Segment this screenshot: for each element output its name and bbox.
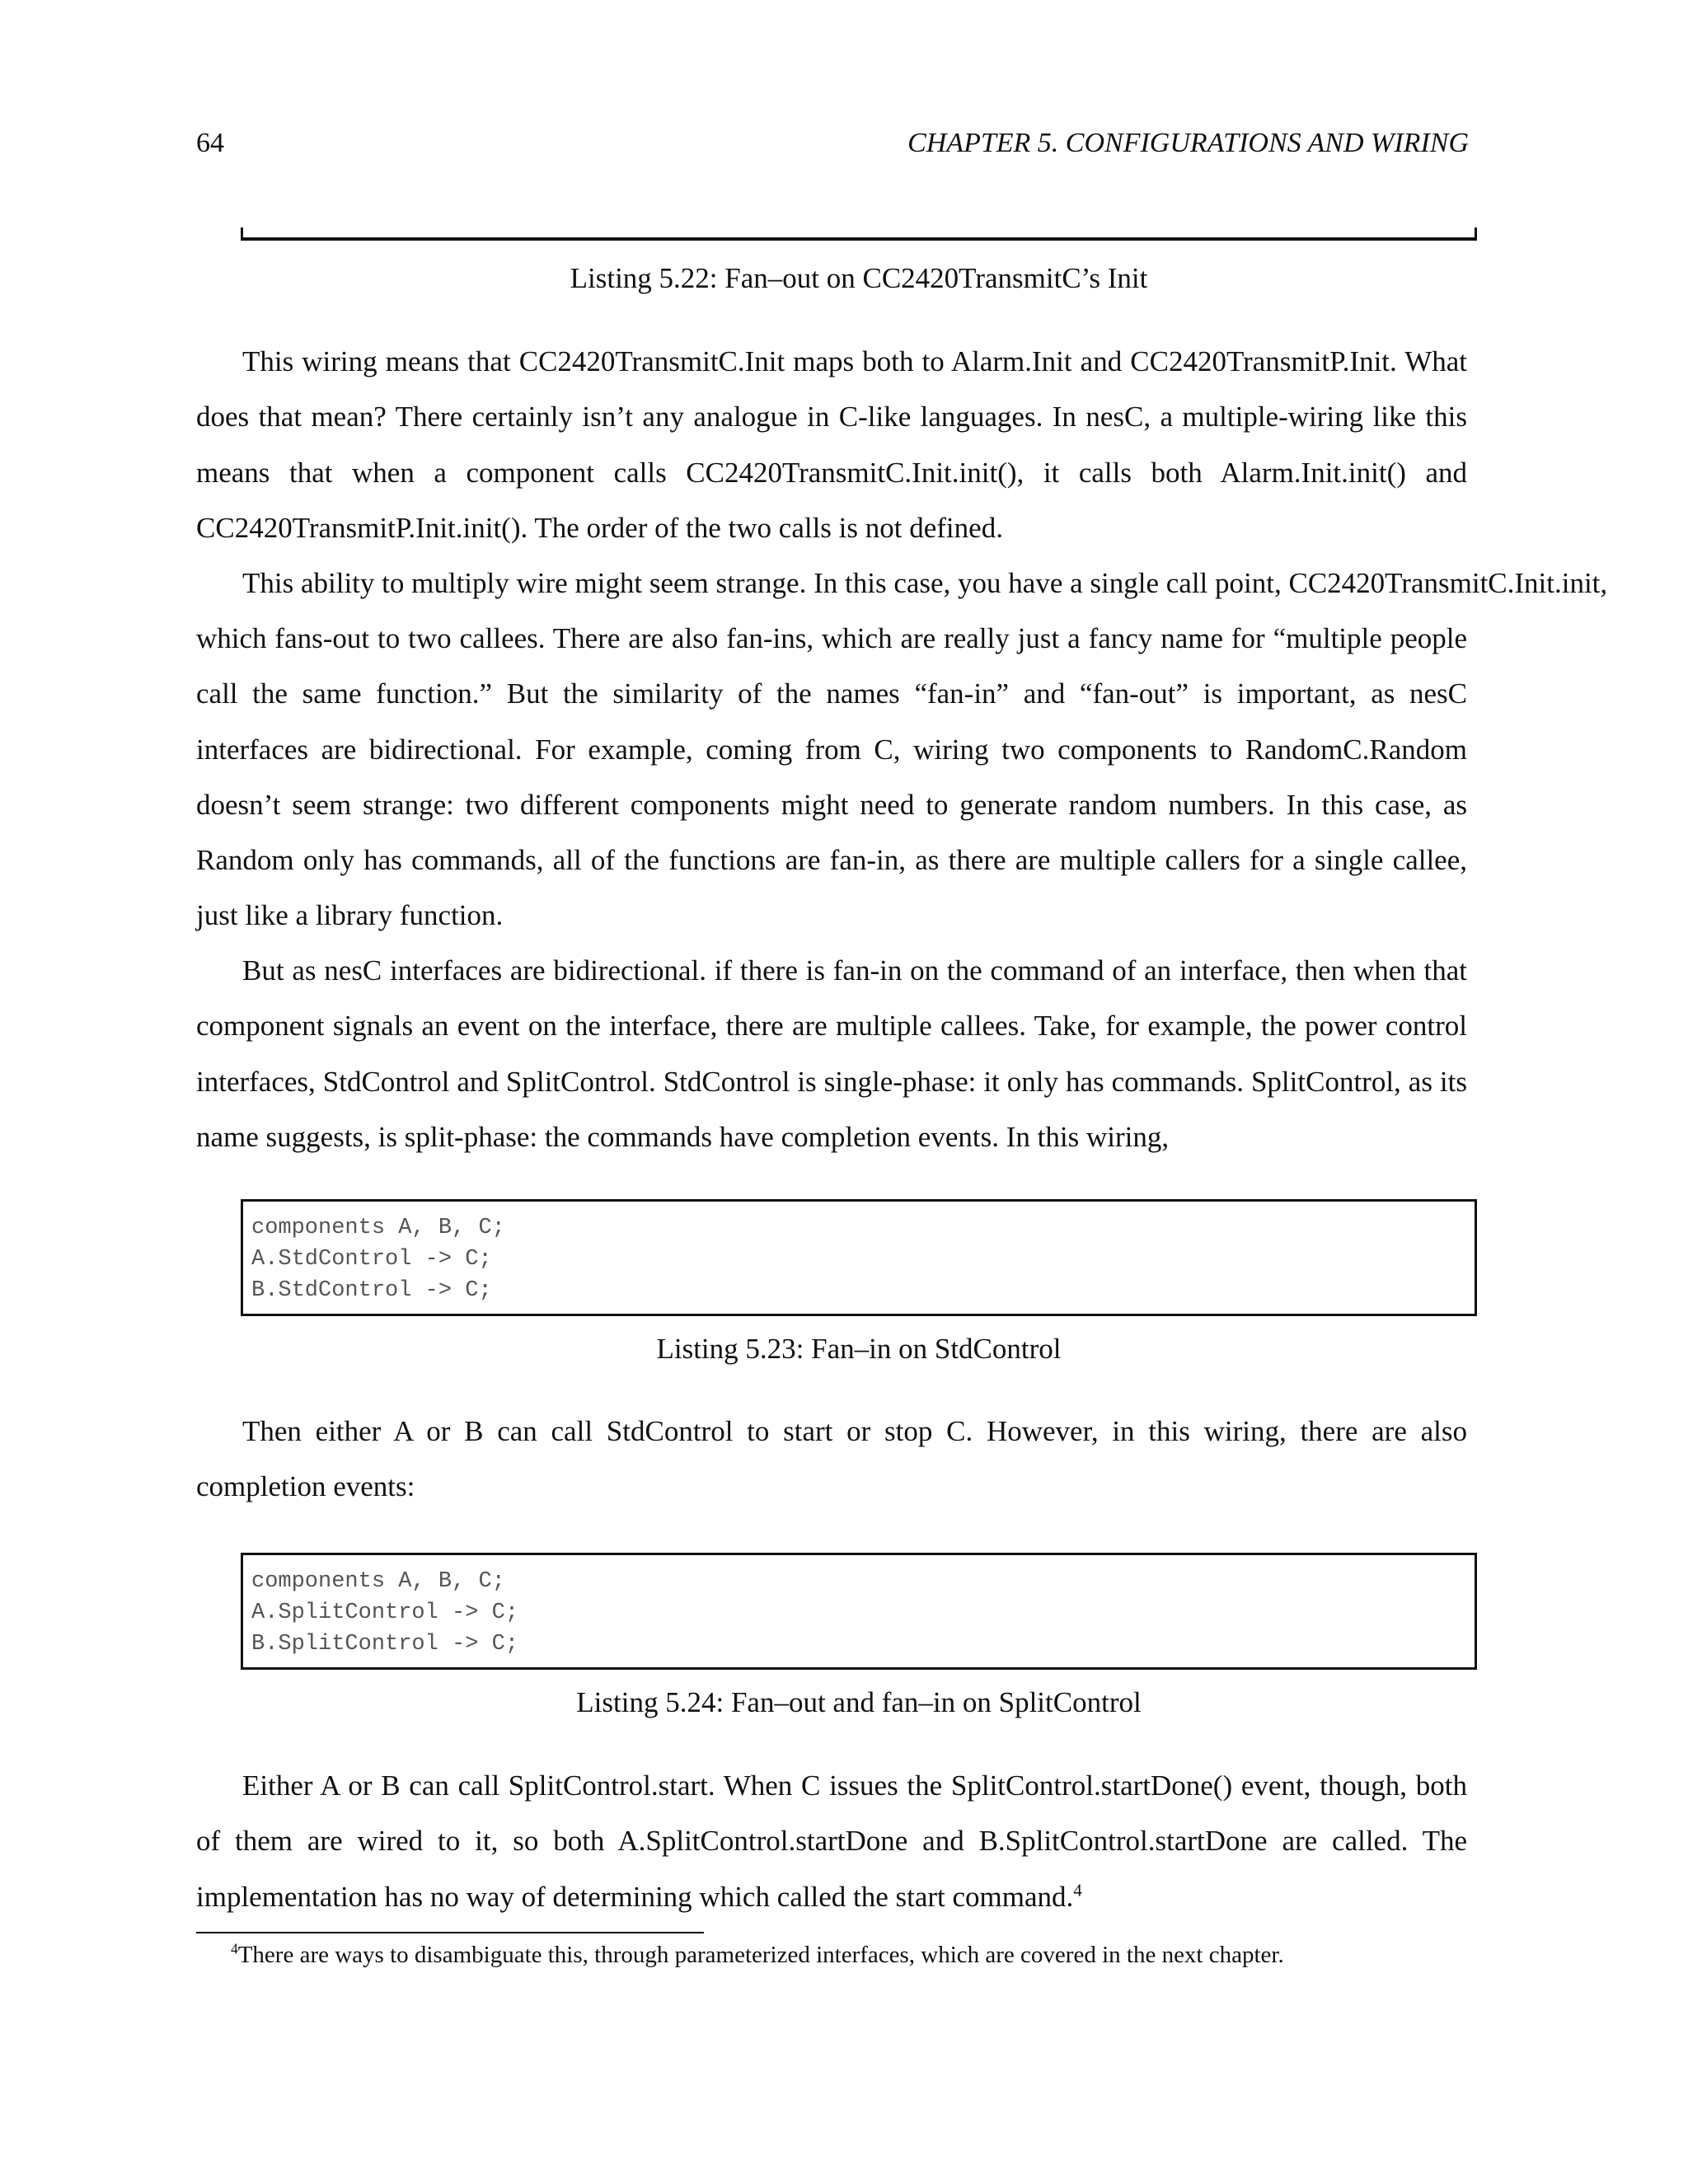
code-line: components A, B, C; [251, 1216, 505, 1240]
code-line: components A, B, C; [251, 1569, 505, 1594]
footnote-mark: 4 [231, 1940, 238, 1957]
paragraph-either-a-or-b: Then either A or B can call StdControl to start or stop C. However, in this wiring, there are also completion events: [196, 1415, 1467, 1503]
listing-5-22-caption: Listing 5.22: Fan–out on CC2420TransmitC’s Init [570, 262, 1148, 294]
paragraph-bidirectional: But as nesC interfaces are bidirectional. if there is fan-in on the command of an interface, then when that component signals an event on the interface, there are multiple callees. Take, for example, the power control interfaces, StdControl and SplitControl. StdControl is single-phase: it only has commands. SplitControl, as its name suggests, is split-phase: the commands have completion events. In this wiring, [196, 954, 1467, 1153]
chapter-title: CHAPTER 5. CONFIGURATIONS AND WIRING [907, 128, 1469, 158]
footnote [196, 1938, 1467, 1971]
listing-5-23-caption: Listing 5.23: Fan–in on StdControl [656, 1333, 1062, 1365]
footnote-text: There are ways to disambiguate this, through parameterized interfaces, which are covered in the next chapter. [237, 1942, 1284, 1968]
code-line: B.SplitControl -> C; [251, 1632, 519, 1657]
code-listing-5-23 [241, 1199, 1477, 1316]
page-number: 64 [196, 128, 224, 158]
code-line: A.SplitControl -> C; [251, 1601, 519, 1625]
paragraph-multiply-wire-first-line: This ability to multiply wire might seem strange. In this case, you have a single call point, CC2420TransmitC.Init.init, [242, 567, 1608, 599]
paragraph-text: Either A or B can call SplitControl.start. When C issues the SplitControl.startDone() event, though, both of them are wired to it, so both A.SplitControl.startDone and B.SplitControl.startDone are called. The implementation has no way of determining which called the start command. [196, 1769, 1467, 1913]
paragraph-multiply-wire: which fans-out to two callees. There are also fan-ins, which are really just a fancy name for “multiple people call the same function.” But the similarity of the names “fan-in” and “fan-out” is important, as nesC interfaces are bidirectional. For example, coming from C, wiring two components to RandomC.Random doesn’t seem strange: two different components might need to generate random numbers. In this case, as Random only has commands, all of the functions are fan-in, as there are multiple callers for a single callee, just like a library function. [196, 622, 1467, 932]
footnote-reference[interactable]: 4 [1073, 1879, 1082, 1900]
code-line: A.StdControl -> C; [251, 1247, 492, 1272]
code-listing-5-24 [241, 1553, 1477, 1670]
running-header [196, 128, 1469, 164]
footnote-rule [196, 1932, 704, 1933]
paragraph-fan-out-meaning: This wiring means that CC2420TransmitC.Init maps both to Alarm.Init and CC2420TransmitP.Init. What does that mean? There certainly isn’t any analogue in C-like languages. In nesC, a multiple-wiring like this means that when a component calls CC2420TransmitC.Init.init(), it calls both Alarm.Init.init() and CC2420TransmitP.Init.init(). The order of the two calls is not defined. [196, 345, 1467, 544]
code-line: B.StdControl -> C; [251, 1278, 492, 1303]
listing-5-24-caption: Listing 5.24: Fan–out and fan–in on SplitControl [576, 1686, 1142, 1718]
listing-5-22-box-bottom [241, 227, 1477, 241]
paragraph-split-control-start [196, 1758, 1467, 1924]
